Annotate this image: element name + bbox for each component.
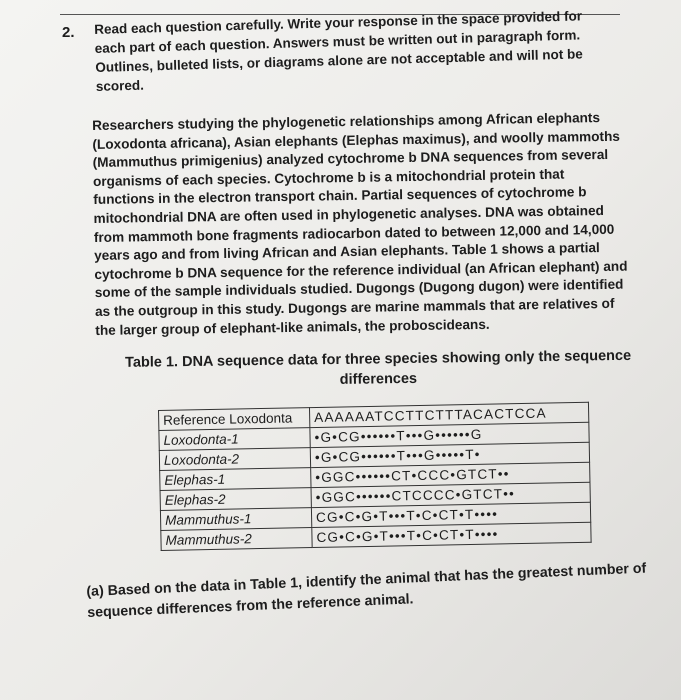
dna-table-wrapper xyxy=(158,402,592,551)
sequence-cell: •G•CG••••••T•••G••••••G xyxy=(310,422,589,447)
dna-table-body xyxy=(159,402,592,550)
sequence-cell: •G•CG••••••T•••G•••••T• xyxy=(310,442,589,467)
table-caption xyxy=(118,346,639,393)
species-cell: Mammuthus-2 xyxy=(161,528,312,551)
species-cell: Loxodonta-1 xyxy=(159,428,310,451)
species-cell: Mammuthus-1 xyxy=(160,508,311,531)
species-cell: Reference Loxodonta xyxy=(159,408,310,431)
sequence-cell: •GGC••••••CT•CCC•GTCT•• xyxy=(311,462,590,487)
dna-sequence-table xyxy=(158,402,592,551)
table-caption-label: Table 1. xyxy=(124,354,179,371)
table-caption-text: DNA sequence data for three species showing only the sequence differences xyxy=(181,347,632,388)
species-cell: Elephas-1 xyxy=(160,468,311,491)
species-cell: Loxodonta-2 xyxy=(159,448,310,471)
passage-text: Researchers studying the phylogenetic relationships among African elephants (Loxodonta africana), Asian elephants (Elephas maximus), and woolly mammoths (Mammuthus primigenius) analyzed cytochrome b DNA sequences from several organisms of each species. Cytochrome b is a mitochondrial protein that functions in the electron transport chain. Partial sequences of cytochrome b mitochondrial DNA are often used in phylogenetic analyses. DNA was obtained from mammoth bone fragments radiocarbon dated to between 12,000 and 14,000 years ago and from living African and Asian elephants. Table 1 shows a partial cytochrome b DNA sequence for the reference individual (an African elephant) and some of the sample individuals studied. Dugongs (Dugong dugon) were identified as the outgroup in this study. Dugongs are marine mammals that are relatives of the larger group of elephant-like animals, the proboscideans. xyxy=(92,110,628,338)
sequence-cell: AAAAAATCCTTCTTTACACTCCA xyxy=(309,402,588,427)
sequence-cell: •GGC••••••CTCCCC•GTCT•• xyxy=(311,482,590,507)
sequence-cell: CG•C•G•T•••T•C•CT•T•••• xyxy=(312,522,591,547)
background-passage xyxy=(92,109,630,341)
question-number: 2. xyxy=(62,24,75,41)
question-instructions: Read each question carefully. Write your response in the space provided for each part of each question. Answers must be written out in paragraph form. Outlines, bulleted lists, or diagrams alone are not acceptable and will not be scored. xyxy=(94,8,583,94)
sequence-cell: CG•C•G•T•••T•C•CT•T•••• xyxy=(311,502,590,527)
part-a-question: (a) Based on the data in Table 1, identify the animal that has the greatest number of sequence differences from the reference animal. xyxy=(86,560,647,621)
species-cell: Elephas-2 xyxy=(160,488,311,511)
